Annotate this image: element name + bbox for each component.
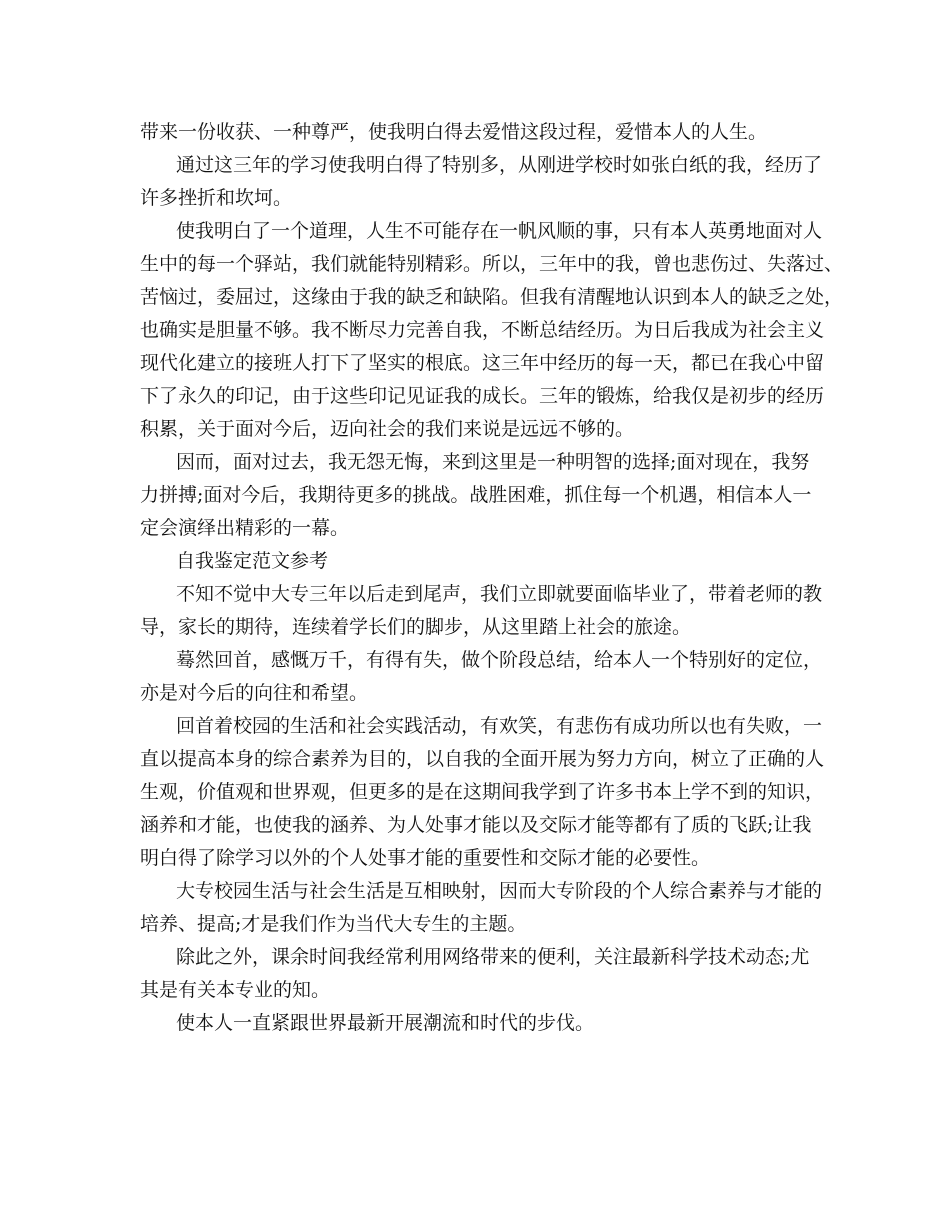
text-line: 带来一份收获、一种尊严，使我明白得去爱惜这段过程，爱惜本人的人生。 [140, 121, 768, 143]
text-line: 生观，价值观和世界观，但更多的是在这期间我学到了许多书本上学不到的知识， [140, 781, 825, 803]
text-line: 明白得了除学习以外的个人处事才能的重要性和交际才能的必要性。 [140, 847, 711, 869]
text-line: 积累，关于面对今后，迈向社会的我们来说是远远不够的。 [140, 418, 635, 440]
paragraph-start-line: 使我明白了一个道理，人生不可能存在一帆风顺的事，只有本人英勇地面对人 [176, 220, 823, 242]
text-line: 直以提高本身的综合素养为目的，以自我的全面开展为努力方向，树立了正确的人 [140, 748, 825, 770]
paragraph-start-line: 回首着校园的生活和社会实践活动，有欢笑，有悲伤有成功所以也有失败，一 [176, 715, 823, 737]
text-line: 也确实是胆量不够。我不断尽力完善自我，不断总结经历。为日后我成为社会主义 [140, 319, 825, 341]
text-line: 涵养和才能，也使我的涵养、为人处事才能以及交际才能等都有了质的飞跃;让我 [140, 814, 812, 836]
text-line: 导，家长的期待，连续着学长们的脚步，从这里踏上社会的旅途。 [140, 616, 692, 638]
paragraph-start-line: 使本人一直紧跟世界最新开展潮流和时代的步伐。 [176, 1012, 595, 1034]
text-line: 其是有关本专业的知。 [140, 979, 331, 1001]
paragraph-start-line: 蓦然回首，感慨万千，有得有失，做个阶段总结，给本人一个特别好的定位， [176, 649, 823, 671]
paragraph-start-line: 除此之外，课余时间我经常利用网络带来的便利，关注最新科学技术动态;尤 [176, 946, 810, 968]
paragraph-start-line: 通过这三年的学习使我明白得了特别多，从刚进学校时如张白纸的我，经历了 [176, 154, 823, 176]
text-line: 现代化建立的接班人打下了坚实的根底。这三年中经历的每一天，都已在我心中留 [140, 352, 825, 374]
section-heading: 自我鉴定范文参考 [176, 550, 329, 572]
paragraph-start-line: 不知不觉中大专三年以后走到尾声，我们立即就要面临毕业了，带着老师的教 [176, 583, 823, 605]
text-line: 定会演绎出精彩的一幕。 [140, 517, 350, 539]
paragraph-start-line: 大专校园生活与社会生活是互相映射，因而大专阶段的个人综合素养与才能的 [176, 880, 823, 902]
text-line: 苦恼过，委屈过，这缘由于我的缺乏和缺陷。但我有清醒地认识到本人的缺乏之处， [140, 286, 844, 308]
paragraph-start-line: 因而，面对过去，我无怨无悔，来到这里是一种明智的选择;面对现在，我努 [176, 451, 810, 473]
text-line: 下了永久的印记，由于这些印记见证我的成长。三年的锻炼，给我仅是初步的经历 [140, 385, 825, 407]
text-line: 生中的每一个驿站，我们就能特别精彩。所以，三年中的我，曾也悲伤过、失落过、 [140, 253, 844, 275]
document-body [140, 116, 844, 1040]
text-line: 培养、提高;才是我们作为当代大专生的主题。 [140, 913, 527, 935]
text-line: 许多挫折和坎坷。 [140, 187, 293, 209]
text-line: 力拼搏;面对今后，我期待更多的挑战。战胜困难，抓住每一个机遇，相信本人一 [140, 484, 812, 506]
text-line: 亦是对今后的向往和希望。 [140, 682, 369, 704]
